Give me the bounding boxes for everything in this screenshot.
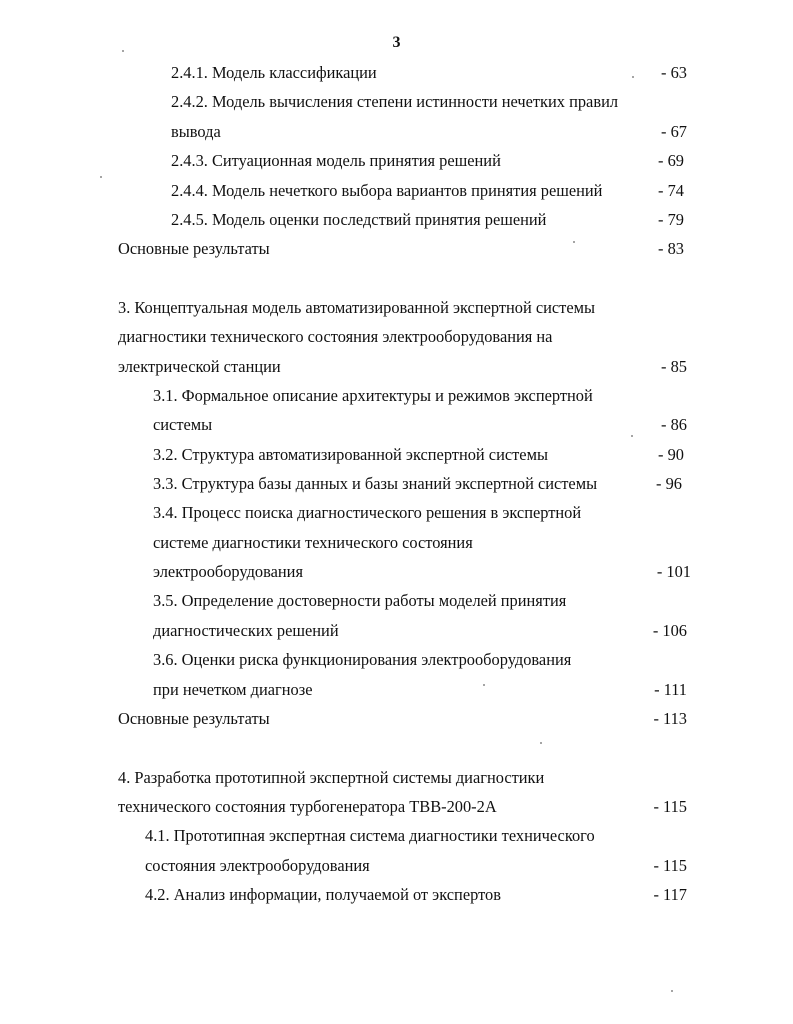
toc-entry-4-2: 4.2. Анализ информации, получаемой от экспертов	[145, 885, 501, 904]
toc-entry-3-3: 3.3. Структура базы данных и базы знаний экспертной системы	[153, 474, 598, 493]
toc-entry-chapter-4-cont: технического состояния турбогенератора ТВВ-200-2А	[118, 797, 497, 816]
toc-entry-3-1-cont: системы	[153, 415, 213, 434]
toc-page-results-2: - 83	[658, 239, 684, 258]
scan-speck	[100, 176, 102, 178]
toc-page-3-6: - 111	[654, 680, 687, 699]
toc-entry-2-4-2: 2.4.2. Модель вычисления степени истинности нечетких правил	[171, 92, 619, 111]
toc-page-2-4-4: - 74	[658, 181, 684, 200]
scan-speck	[122, 50, 124, 52]
scan-speck	[632, 76, 634, 78]
toc-entry-3-4-cont2: электрооборудования	[153, 562, 303, 581]
toc-page-results-3: - 113	[653, 709, 687, 728]
toc-entry-4-1-cont: состояния электрооборудования	[145, 856, 370, 875]
toc-entry-2-4-1: 2.4.1. Модель классификации	[171, 63, 377, 82]
toc-entry-3-4-cont1: системе диагностики технического состояния	[153, 533, 473, 552]
scan-speck	[671, 990, 673, 992]
toc-entry-results-2: Основные результаты	[118, 239, 270, 258]
toc-page-3-2: - 90	[658, 445, 684, 464]
toc-page-chapter-3: - 85	[661, 357, 687, 376]
toc-page-2-4-1: - 63	[661, 63, 687, 82]
toc-page-2-4-3: - 69	[658, 151, 684, 170]
toc-entry-2-4-2-cont: вывода	[171, 122, 221, 141]
toc-entry-3-6: 3.6. Оценки риска функционирования электрооборудования	[153, 650, 572, 669]
toc-page-3-1: - 86	[661, 415, 687, 434]
page-number: 3	[392, 34, 401, 51]
scan-speck	[540, 742, 542, 744]
toc-entry-3-5-cont: диагностических решений	[153, 621, 339, 640]
toc-page-4-1: - 115	[653, 856, 687, 875]
toc-page-3-3: - 96	[656, 474, 682, 493]
scan-speck	[573, 241, 575, 243]
toc-entry-3-6-cont: при нечетком диагнозе	[153, 680, 313, 699]
toc-page-3-4: - 101	[656, 562, 691, 581]
toc-entry-chapter-3-cont2: электрической станции	[118, 357, 281, 376]
toc-page-2-4-5: - 79	[658, 210, 684, 229]
toc-entry-chapter-4: 4. Разработка прототипной экспертной системы диагностики	[118, 768, 545, 787]
toc-entry-chapter-3-cont1: диагностики технического состояния электрооборудования на	[118, 327, 553, 346]
toc-page-3-5: - 106	[652, 621, 687, 640]
toc-entry-results-3: Основные результаты	[118, 709, 270, 728]
toc-page-2-4-2: - 67	[661, 122, 687, 141]
toc-entry-4-1: 4.1. Прототипная экспертная система диагностики технического	[145, 826, 595, 845]
toc-entry-2-4-3: 2.4.3. Ситуационная модель принятия решений	[171, 151, 501, 170]
toc-entry-chapter-3: 3. Концептуальная модель автоматизированной экспертной системы	[118, 298, 595, 317]
toc-entry-2-4-5: 2.4.5. Модель оценки последствий принятия решений	[171, 210, 547, 229]
scan-speck	[483, 684, 485, 686]
toc-entry-2-4-4: 2.4.4. Модель нечеткого выбора вариантов принятия решений	[171, 181, 603, 200]
toc-entry-3-2: 3.2. Структура автоматизированной экспертной системы	[153, 445, 548, 464]
scan-speck	[631, 435, 633, 437]
toc-page-4-2: - 117	[653, 885, 687, 904]
toc-entry-3-5: 3.5. Определение достоверности работы моделей принятия	[153, 591, 567, 610]
toc-entry-3-1: 3.1. Формальное описание архитектуры и режимов экспертной	[153, 386, 593, 405]
toc-page-chapter-4: - 115	[653, 797, 687, 816]
toc-entry-3-4: 3.4. Процесс поиска диагностического решения в экспертной	[153, 503, 582, 522]
